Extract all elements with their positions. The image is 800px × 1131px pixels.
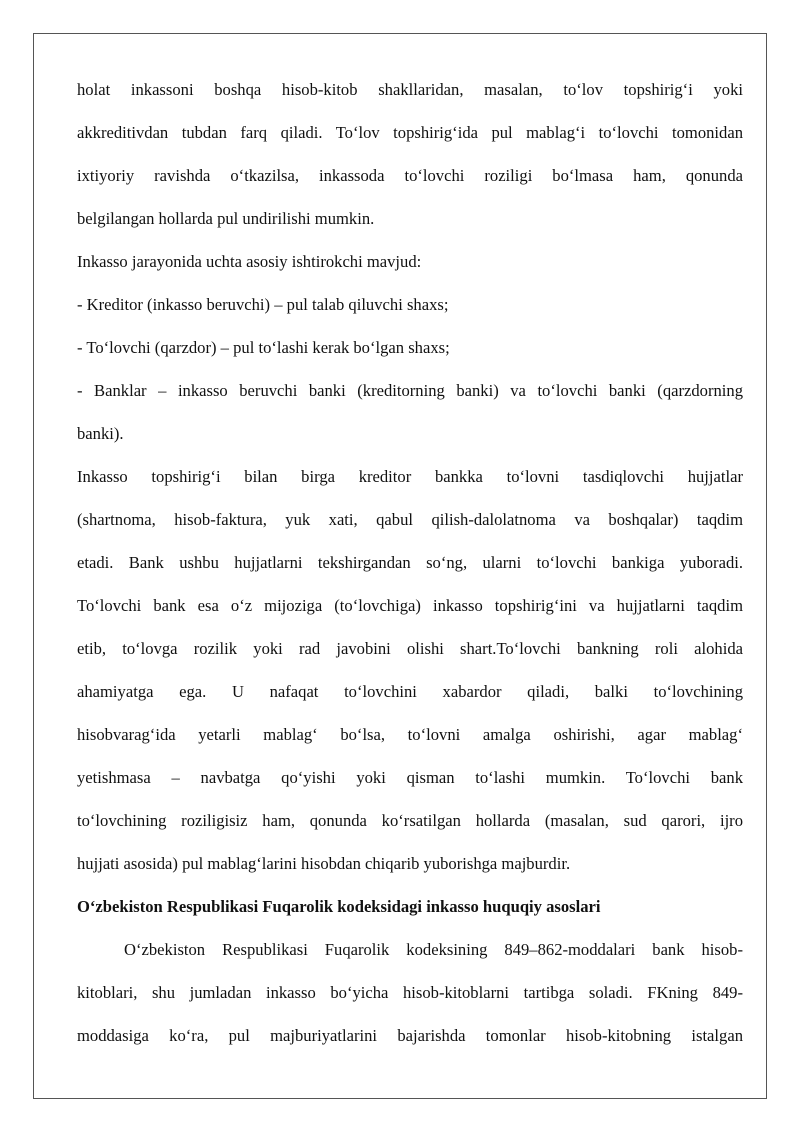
text-line: to‘lovchining roziligisiz ham, qonunda ko‘rsatilgan hollarda (masalan, sud qarori, ijro (77, 811, 743, 830)
text-line: akkreditivdan tubdan farq qiladi. To‘lov topshirig‘ida pul mablag‘i to‘lovchi tomonidan (77, 123, 743, 142)
text-line: moddasiga ko‘ra, pul majburiyatlarini bajarishda tomonlar hisob-kitobning istalgan (77, 1026, 743, 1045)
paragraph-civil-code (77, 928, 743, 1057)
text-line: belgilangan hollarda pul undirilishi mumkin. (77, 209, 375, 228)
text-line: ixtiyoriy ravishda o‘tkazilsa, inkassoda to‘lovchi roziligi bo‘lmasa ham, qonunda (77, 166, 743, 185)
paragraph-inkasso-process (77, 455, 743, 885)
participants-intro: Inkasso jarayonida uchta asosiy ishtirokchi mavjud: (77, 252, 422, 271)
list-item-payer: - To‘lovchi (qarzdor) – pul to‘lashi kerak bo‘lgan shaxs; (77, 338, 450, 357)
text-line: etib, to‘lovga rozilik yoki rad javobini olishi shart.To‘lovchi bankning roli alohida (77, 639, 743, 658)
text-line: ahamiyatga ega. U nafaqat to‘lovchini xabardor qiladi, balki to‘lovchining (77, 682, 743, 701)
text-line: O‘zbekiston Respublikasi Fuqarolik kodeksining 849–862-moddalari bank hisob- (124, 940, 743, 959)
list-item-banks (77, 369, 743, 455)
text-line: Inkasso topshirig‘i bilan birga kreditor bankka to‘lovni tasdiqlovchi hujjatlar (77, 467, 743, 486)
text-line: hisobvarag‘ida yetarli mablag‘ bo‘lsa, to‘lovni amalga oshirishi, agar mablag‘ (77, 725, 743, 744)
list-item-creditor: - Kreditor (inkasso beruvchi) – pul talab qiluvchi shaxs; (77, 295, 449, 314)
text-line: banki). (77, 424, 124, 443)
paragraph-inkasso-difference (77, 68, 743, 240)
text-line: To‘lovchi bank esa o‘z mijoziga (to‘lovchiga) inkasso topshirig‘ini va hujjatlarni taqdim (77, 596, 743, 615)
document-body (77, 68, 743, 1057)
text-line: hujjati asosida) pul mablag‘larini hisobdan chiqarib yuborishga majburdir. (77, 854, 571, 873)
text-line: etadi. Bank ushbu hujjatlarni tekshirgandan so‘ng, ularni to‘lovchi bankiga yuboradi. (77, 553, 743, 572)
text-line: (shartnoma, hisob-faktura, yuk xati, qabul qilish-dalolatnoma va boshqalar) taqdim (77, 510, 743, 529)
section-heading: O‘zbekiston Respublikasi Fuqarolik kodeksidagi inkasso huquqiy asoslari (77, 897, 601, 916)
text-line: kitoblari, shu jumladan inkasso bo‘yicha hisob-kitoblarni tartibga soladi. FKning 849- (77, 983, 743, 1002)
text-line: holat inkassoni boshqa hisob-kitob shakllaridan, masalan, to‘lov topshirig‘i yoki (77, 80, 743, 99)
text-line: yetishmasa – navbatga qo‘yishi yoki qisman to‘lashi mumkin. To‘lovchi bank (77, 768, 743, 787)
text-line: - Banklar – inkasso beruvchi banki (kreditorning banki) va to‘lovchi banki (qarzdorning (77, 381, 743, 400)
